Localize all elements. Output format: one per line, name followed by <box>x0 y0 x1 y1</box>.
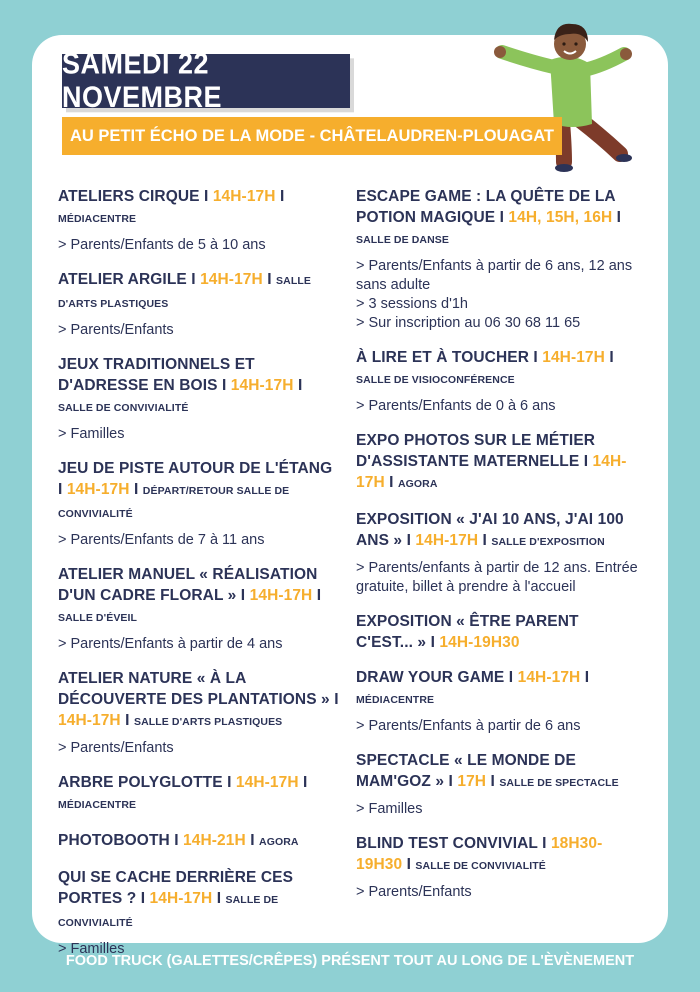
activity-place: SALLE D'ARTS PLASTIQUES <box>133 716 283 728</box>
activity-name: ATELIERS CIRQUE <box>58 188 200 205</box>
activity-time: 14H-17H <box>249 587 313 604</box>
activity-detail: > Sur inscription au 06 30 68 11 65 <box>356 315 581 331</box>
activity-detail: > Parents/Enfants <box>58 740 174 756</box>
activity-detail: > Parents/enfants à partir de 12 ans. Entrée gratuite, billet à prendre à l'accueil <box>356 560 638 595</box>
activity-detail: > Parents/Enfants à partir de 6 ans <box>356 718 581 734</box>
activity-place: AGORA <box>259 836 299 848</box>
venue-banner: AU PETIT ÉCHO DE LA MODE - CHÂTELAUDREN-PLOUAGAT <box>62 117 562 155</box>
activity-detail: > Parents/Enfants à partir de 6 ans, 12 ans sans adulte <box>356 258 633 293</box>
activity-place: SALLE DE VISIOCONFÉRENCE <box>356 374 515 386</box>
activity-name: EXPOSITION « ÊTRE PARENT C'EST... » <box>356 613 579 651</box>
activity-detail: > Parents/Enfants à partir de 4 ans <box>58 636 283 652</box>
activity-name: À LIRE ET À TOUCHER <box>356 349 529 366</box>
activity-title: ATELIER ARGILE I 14H-17H I SALLE D'ARTS PLASTIQUES <box>58 271 311 310</box>
activity-name: SPECTACLE « LE MONDE DE MAM'GOZ » <box>356 752 576 790</box>
date-banner: SAMEDI 22 NOVEMBRE <box>62 54 350 108</box>
activity-title: PHOTOBOOTH I 14H-21H I AGORA <box>58 832 299 849</box>
activity-name: JEU DE PISTE AUTOUR DE L'ÉTANG <box>58 460 333 477</box>
activity-item <box>58 830 340 853</box>
activity-item <box>58 867 340 959</box>
activity-place: SALLE D'ÉVEIL <box>58 612 138 624</box>
activity-time: 18H30-19H30 <box>356 835 603 873</box>
activity-time: 14H-19H30 <box>439 634 520 651</box>
activity-time: 14H-17H <box>230 377 294 394</box>
activity-item <box>58 772 340 816</box>
activity-place: SALLE DE SPECTACLE <box>499 777 619 789</box>
activity-time: 14H-17H <box>149 890 213 907</box>
activity-item <box>356 611 638 653</box>
activity-name: JEUX TRADITIONNELS ET D'ADRESSE EN BOIS <box>58 356 255 394</box>
activity-title: QUI SE CACHE DERRIÈRE CES PORTES ? I 14H-17H I SALLE DE CONVIVIALITÉ <box>58 869 294 929</box>
activity-name: ARBRE POLYGLOTTE <box>58 774 223 791</box>
activity-detail: > Parents/Enfants de 0 à 6 ans <box>356 398 556 414</box>
activity-name: EXPO PHOTOS SUR LE MÉTIER D'ASSISTANTE MATERNELLE <box>356 432 596 470</box>
activity-place: SALLE DE CONVIVIALITÉ <box>58 894 279 929</box>
activities-right-column <box>356 186 638 916</box>
activity-title: À LIRE ET À TOUCHER I 14H-17H I SALLE DE VISIOCONFÉRENCE <box>356 349 614 386</box>
activity-name: EXPOSITION « J'AI 10 ANS, J'AI 100 ANS » <box>356 511 624 549</box>
activity-time: 17H <box>457 773 487 790</box>
activity-time: 14H-17H <box>200 271 263 288</box>
activity-item <box>58 668 340 758</box>
activity-place: DÉPART/RETOUR SALLE DE CONVIVIALITÉ <box>58 485 290 520</box>
activity-detail: > Parents/Enfants de 7 à 11 ans <box>58 532 265 548</box>
activity-detail: > 3 sessions d'1h <box>356 296 468 312</box>
activity-place: MÉDIACENTRE <box>58 799 137 811</box>
activity-place: SALLE D'ARTS PLASTIQUES <box>58 275 311 310</box>
activity-item <box>356 430 638 495</box>
activity-item <box>356 667 638 736</box>
activity-title: ATELIER MANUEL « RÉALISATION D'UN CADRE FLORAL » I 14H-17H I SALLE D'ÉVEIL <box>58 566 322 624</box>
activity-detail: > Familles <box>58 941 125 957</box>
activity-name: PHOTOBOOTH <box>58 832 170 849</box>
activity-item <box>58 354 340 444</box>
activity-title: ARBRE POLYGLOTTE I 14H-17H I MÉDIACENTRE <box>58 774 308 811</box>
activity-name: DRAW YOUR GAME <box>356 669 505 686</box>
activity-item <box>356 833 638 902</box>
activity-place: SALLE D'EXPOSITION <box>491 536 605 548</box>
activity-title: ATELIERS CIRQUE I 14H-17H I MÉDIACENTRE <box>58 188 285 225</box>
activity-title: ESCAPE GAME : LA QUÊTE DE LA POTION MAGIQUE I 14H, 15H, 16H I SALLE DE DANSE <box>356 188 622 246</box>
footer-note: FOOD TRUCK (GALETTES/CRÊPES) PRÉSENT TOUT AU LONG DE L'ÈVÈNEMENT <box>65 953 635 969</box>
activity-detail: > Parents/Enfants de 5 à 10 ans <box>58 237 266 253</box>
activity-item <box>58 186 340 255</box>
activity-place: SALLE DE CONVIVIALITÉ <box>415 860 546 872</box>
activity-name: ATELIER MANUEL « RÉALISATION D'UN CADRE FLORAL » <box>58 566 318 604</box>
activity-name: ATELIER NATURE « À LA DÉCOUVERTE DES PLANTATIONS » <box>58 670 330 708</box>
activity-detail: > Familles <box>58 426 125 442</box>
activity-title: ATELIER NATURE « À LA DÉCOUVERTE DES PLANTATIONS » I 14H-17H I SALLE D'ARTS PLASTIQUES <box>58 670 339 729</box>
activity-item <box>356 347 638 416</box>
activity-time: 14H-17H <box>66 481 130 498</box>
activity-time: 14H-17H <box>542 349 605 366</box>
activity-title: DRAW YOUR GAME I 14H-17H I MÉDIACENTRE <box>356 669 590 706</box>
activity-item <box>58 458 340 550</box>
activities-left-column <box>58 186 340 973</box>
activity-title: JEUX TRADITIONNELS ET D'ADRESSE EN BOIS I 14H-17H I SALLE DE CONVIVIALITÉ <box>58 356 303 414</box>
activity-title: EXPO PHOTOS SUR LE MÉTIER D'ASSISTANTE MATERNELLE I 14H-17H I AGORA <box>356 432 627 491</box>
activity-detail: > Parents/Enfants <box>356 884 472 900</box>
activity-name: BLIND TEST CONVIVIAL <box>356 835 538 852</box>
activity-title: EXPOSITION « J'AI 10 ANS, J'AI 100 ANS » I 14H-17H I SALLE D'EXPOSITION <box>356 511 624 549</box>
activity-place: MÉDIACENTRE <box>58 213 137 225</box>
activity-time: 14H, 15H, 16H <box>508 209 613 226</box>
activity-detail: > Parents/Enfants <box>58 322 174 338</box>
activity-place: AGORA <box>397 478 438 490</box>
activity-title: SPECTACLE « LE MONDE DE MAM'GOZ » I 17H I SALLE DE SPECTACLE <box>356 752 619 790</box>
activity-time: 14H-17H <box>356 453 627 491</box>
activity-title: EXPOSITION « ÊTRE PARENT C'EST... » I 14H-19H30 <box>356 613 579 651</box>
activity-name: ESCAPE GAME : LA QUÊTE DE LA POTION MAGIQUE <box>356 188 616 226</box>
activity-item <box>58 269 340 340</box>
activity-item <box>356 750 638 819</box>
activity-item <box>58 564 340 654</box>
activity-place: SALLE DE DANSE <box>356 234 449 246</box>
activity-time: 14H-17H <box>415 532 479 549</box>
activity-time: 14H-17H <box>58 712 121 729</box>
activity-time: 14H-17H <box>517 669 581 686</box>
activity-time: 14H-17H <box>235 774 299 791</box>
activity-time: 14H-21H <box>183 832 246 849</box>
activity-title: BLIND TEST CONVIVIAL I 18H30-19H30 I SALLE DE CONVIVIALITÉ <box>356 835 603 873</box>
activity-name: QUI SE CACHE DERRIÈRE CES PORTES ? <box>58 869 294 907</box>
activity-item <box>356 509 638 597</box>
activity-item <box>356 186 638 333</box>
activity-place: MÉDIACENTRE <box>356 694 435 706</box>
activity-detail: > Familles <box>356 801 423 817</box>
activity-place: SALLE DE CONVIVIALITÉ <box>58 402 189 414</box>
activity-title: JEU DE PISTE AUTOUR DE L'ÉTANG I 14H-17H I DÉPART/RETOUR SALLE DE CONVIVIALITÉ <box>58 460 333 520</box>
activity-time: 14H-17H <box>212 188 276 205</box>
activity-name: ATELIER ARGILE <box>58 271 187 288</box>
